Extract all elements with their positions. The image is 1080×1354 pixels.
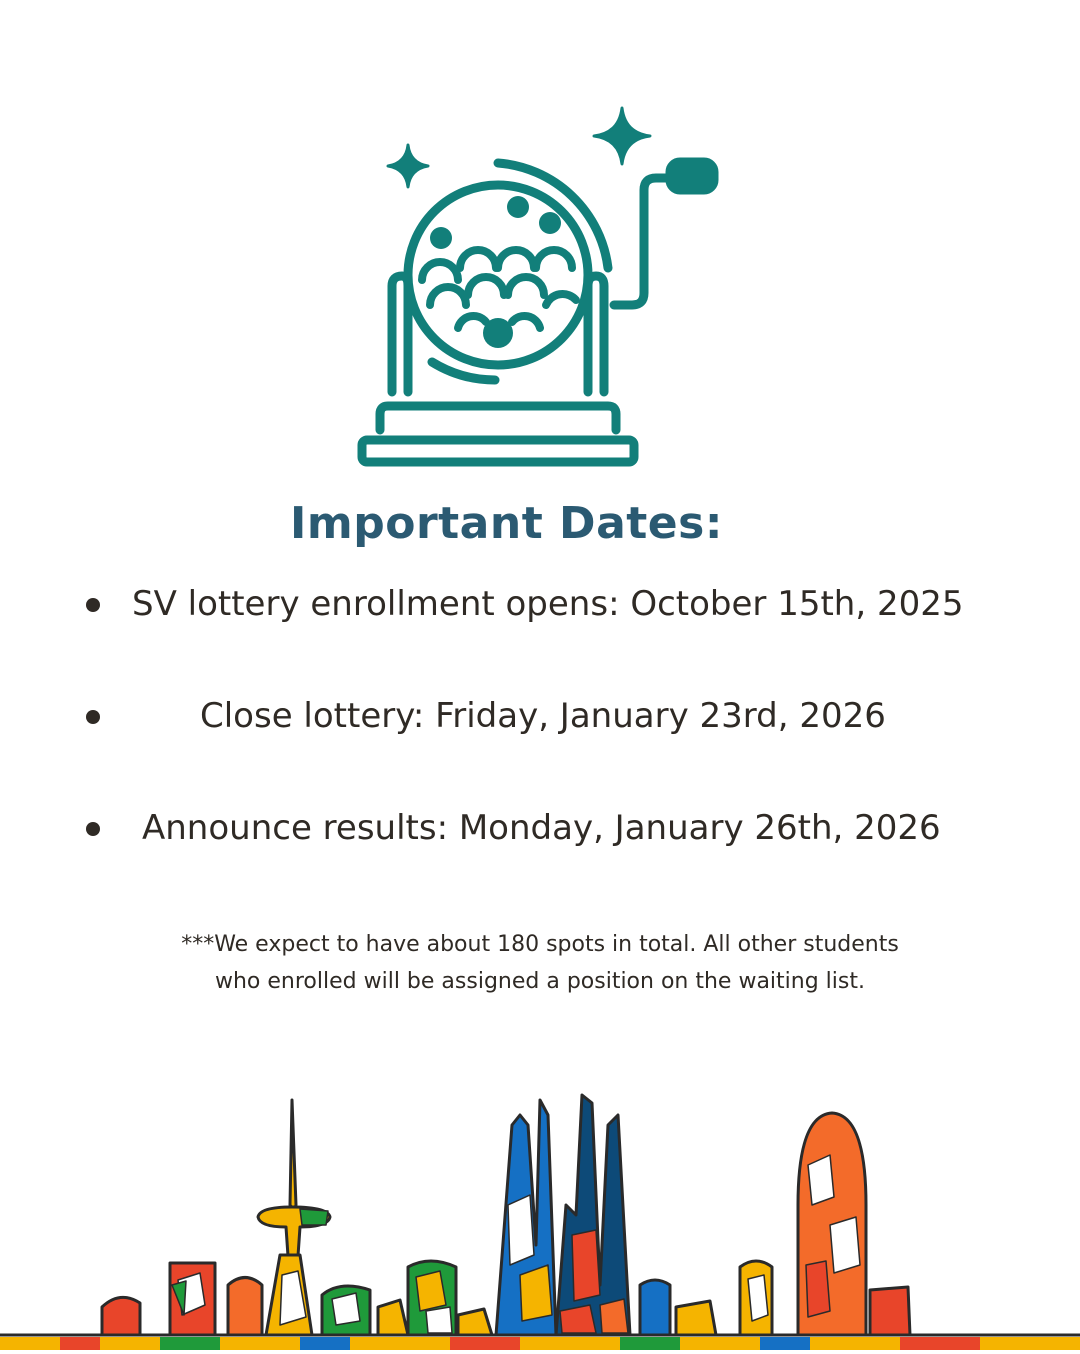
lottery-drum-icon: [340, 100, 740, 480]
bullet-icon: [86, 822, 100, 836]
bullet-icon: [86, 710, 100, 724]
sparkle-icon: [388, 145, 428, 187]
note-line-1: ***We expect to have about 180 spots in total. All other students: [181, 932, 899, 957]
bullet-icon: [86, 598, 100, 612]
spots-note: [0, 926, 1080, 1000]
date-enrollment-opens: SV lottery enrollment opens: October 15th, 2025: [132, 584, 964, 624]
barcelona-skyline-mosaic: [0, 1085, 1080, 1350]
list-item: [0, 804, 1080, 864]
sparkle-icon: [594, 108, 650, 164]
list-item: [0, 692, 1080, 752]
list-item: [0, 580, 1080, 640]
date-close-lottery: Close lottery: Friday, January 23rd, 2026: [200, 696, 886, 736]
page-title: Important Dates:: [290, 498, 723, 549]
note-line-2: who enrolled will be assigned a position on the waiting list.: [215, 969, 865, 994]
date-announce-results: Announce results: Monday, January 26th, 2026: [142, 808, 941, 848]
